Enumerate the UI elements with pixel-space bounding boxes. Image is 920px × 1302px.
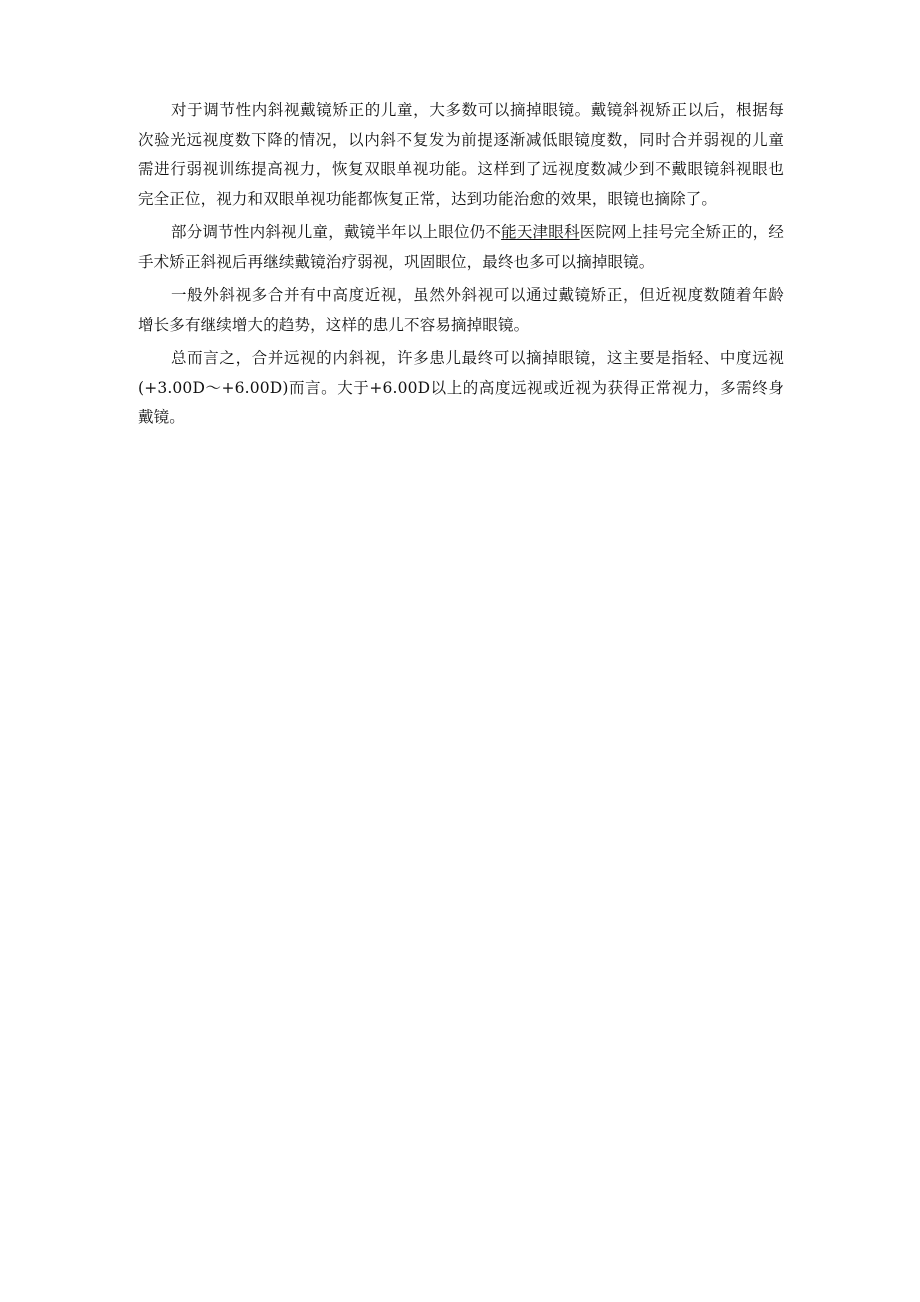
hospital-link[interactable]: 能天津眼科 — [501, 223, 580, 241]
paragraph-3: 一般外斜视多合并有中高度近视，虽然外斜视可以通过戴镜矫正，但近视度数随着年龄 增长多有继续增大的趋势，这样的患儿不容易摘掉眼镜。 — [138, 286, 784, 334]
paragraph-2-after: 医院网上挂号完全矫正的，经手术矫正斜视后再继续戴镜治疗弱视，巩固眼位，最终也多可以摘掉眼镜。 — [138, 223, 784, 271]
paragraph-1: 对于调节性内斜视戴镜矫正的儿童，大多数可以摘掉眼镜。戴镜斜视矫正以后，根据每 次验光远视度数下降的情况，以内斜不复发为前提逐渐减低眼镜度数，同时合并弱视的儿童 需进行弱视训练提高视力，恢复双眼单视功能。这样到了远视度数减少到不戴眼镜斜视眼也 完全正位，视力和双眼单视功能都恢复正常，达到功能治愈的效果，眼镜也摘除了。 — [138, 101, 784, 208]
paragraph-2-before: 部分调节性内斜视儿童，戴镜半年以上眼位仍不 — [171, 223, 502, 241]
paragraph-2 — [138, 218, 784, 277]
paragraph-4: 总而言之，合并远视的内斜视，许多患儿最终可以摘掉眼镜，这主要是指轻、中度远视 (+3.00D〜+6.00D)而言。大于+6.00D以上的高度远视或近视为获得正常视力，多需终身戴镜。 — [138, 349, 784, 426]
document-body — [138, 96, 784, 437]
